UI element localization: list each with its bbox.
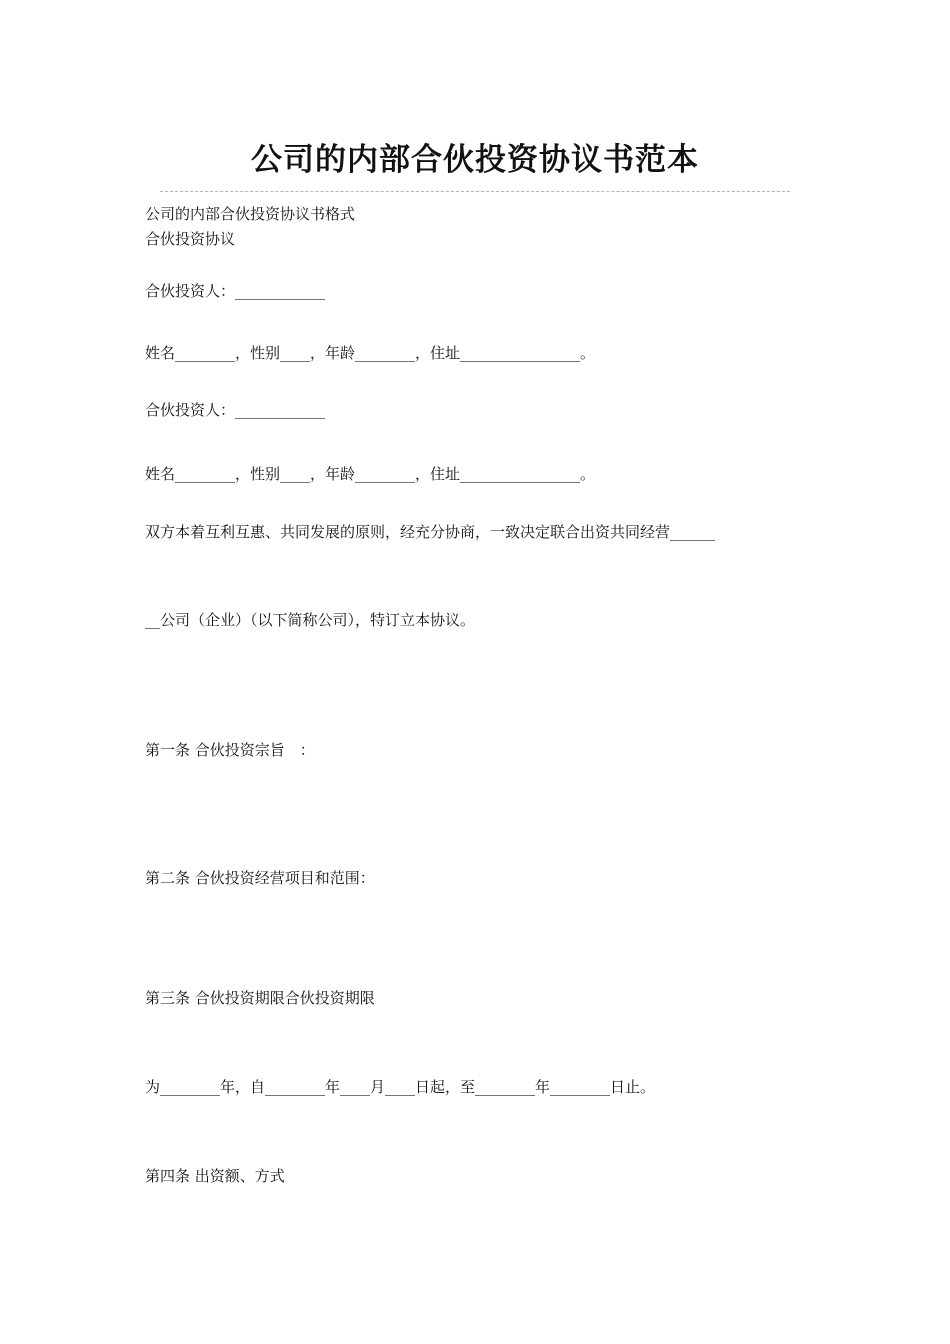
article-1-heading: 第一条 合伙投资宗旨 ： bbox=[145, 741, 315, 759]
agreement-heading: 合伙投资协议 bbox=[145, 230, 236, 248]
article-3-heading: 第三条 合伙投资期限合伙投资期限 bbox=[145, 989, 375, 1007]
document-title: 公司的内部合伙投资协议书范本 bbox=[251, 142, 699, 178]
preamble-line-1: 双方本着互利互惠、共同发展的原则，经充分协商，一致决定联合出资共同经营______ bbox=[145, 523, 716, 541]
partner-2-label: 合伙投资人：____________ bbox=[145, 401, 326, 419]
title-divider bbox=[160, 191, 790, 192]
preamble-line-2: __公司（企业）（以下简称公司），特订立本协议。 bbox=[145, 611, 476, 629]
article-2-heading: 第二条 合伙投资经营项目和范围： bbox=[145, 869, 375, 887]
article-3-term: 为________年，自________年____月____日起，至________年________日止。 bbox=[145, 1078, 656, 1096]
partner-2-details: 姓名________，性别____，年龄________，住址________________。 bbox=[145, 465, 596, 483]
article-4-heading: 第四条 出资额、方式 bbox=[145, 1167, 285, 1185]
partner-1-details: 姓名________，性别____，年龄________，住址________________。 bbox=[145, 344, 596, 362]
partner-1-label: 合伙投资人：____________ bbox=[145, 282, 326, 300]
subtitle-format: 公司的内部合伙投资协议书格式 bbox=[145, 205, 356, 223]
